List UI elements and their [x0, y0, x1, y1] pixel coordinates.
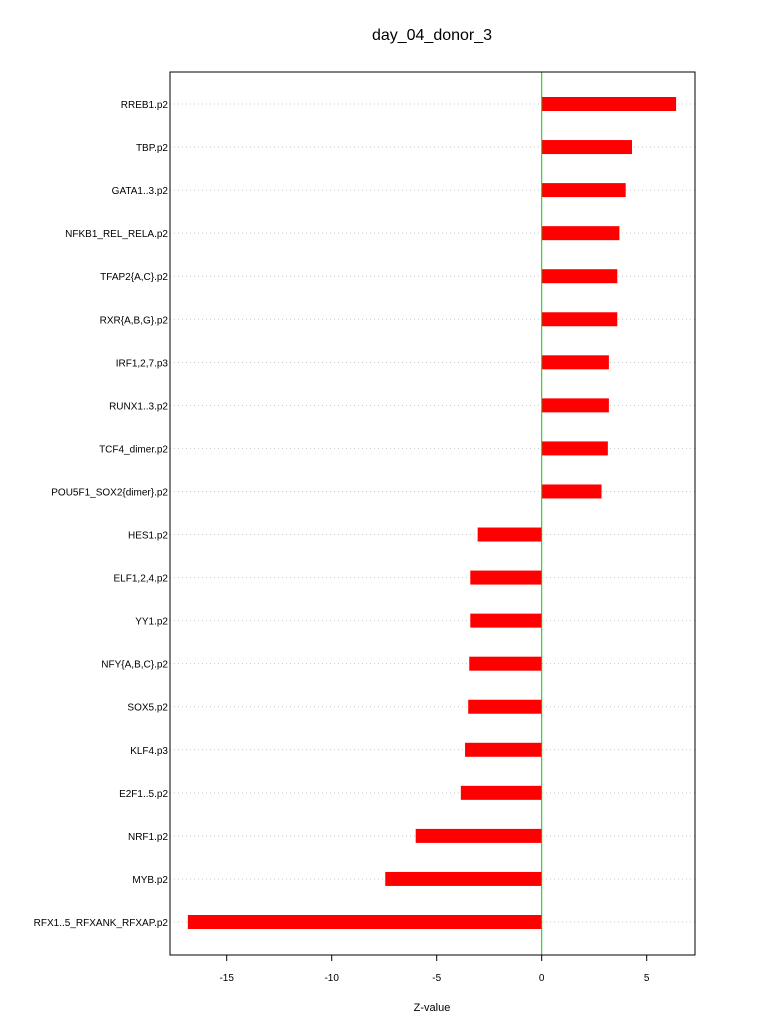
category-labels [34, 100, 169, 929]
x-axis [219, 955, 649, 984]
bar [542, 140, 632, 154]
chart-title: day_04_donor_3 [371, 27, 493, 44]
category-label: RUNX1..3.p2 [109, 401, 168, 413]
category-label: GATA1..3.p2 [111, 186, 168, 198]
bar [542, 355, 609, 369]
category-label: RREB1.p2 [120, 100, 168, 111]
category-label: HES1.p2 [127, 530, 168, 542]
x-tick-label: 5 [643, 973, 650, 984]
bars [188, 97, 676, 929]
category-label: RFX1..5_RFXANK_RFXAP.p2 [33, 918, 168, 929]
plot-frame [170, 72, 695, 955]
x-axis-title: Z-value [413, 1002, 451, 1014]
bar [542, 183, 626, 197]
category-label: IRF1,2,7.p3 [115, 358, 168, 370]
bar [542, 226, 620, 240]
category-label: TFAP2{A,C}.p2 [100, 272, 168, 284]
bar [188, 915, 542, 929]
category-label: KLF4.p3 [130, 745, 168, 757]
bar [542, 484, 602, 498]
bar [542, 398, 609, 412]
category-label: YY1.p2 [135, 616, 168, 628]
category-label: ELF1,2,4.p2 [113, 573, 168, 585]
category-label: NFKB1_REL_RELA.p2 [65, 229, 168, 241]
bar [478, 528, 542, 542]
category-label: RXR{A,B,G}.p2 [99, 315, 168, 327]
category-label: E2F1..5.p2 [119, 788, 168, 800]
bar [465, 743, 542, 757]
bar [470, 614, 541, 628]
bar [470, 571, 541, 585]
bar [461, 786, 542, 800]
category-label: NRF1.p2 [127, 831, 168, 843]
x-tick-label: 0 [538, 973, 545, 984]
category-label: NFY{A,B,C}.p2 [101, 659, 168, 671]
category-label: SOX5.p2 [127, 702, 168, 714]
bar [542, 97, 676, 111]
category-label: MYB.p2 [132, 874, 168, 886]
bar [468, 700, 542, 714]
bar [542, 269, 618, 283]
category-label: TCF4_dimer.p2 [99, 444, 168, 456]
bar [385, 872, 541, 886]
x-tick-label: -10 [324, 973, 339, 984]
bar [542, 312, 618, 326]
bar [469, 657, 541, 671]
bar [416, 829, 542, 843]
x-tick-label: -15 [219, 973, 234, 984]
x-tick-label: -5 [432, 973, 442, 984]
bar [542, 441, 608, 455]
category-label: POU5F1_SOX2{dimer}.p2 [51, 487, 168, 499]
category-label: TBP.p2 [135, 143, 168, 155]
